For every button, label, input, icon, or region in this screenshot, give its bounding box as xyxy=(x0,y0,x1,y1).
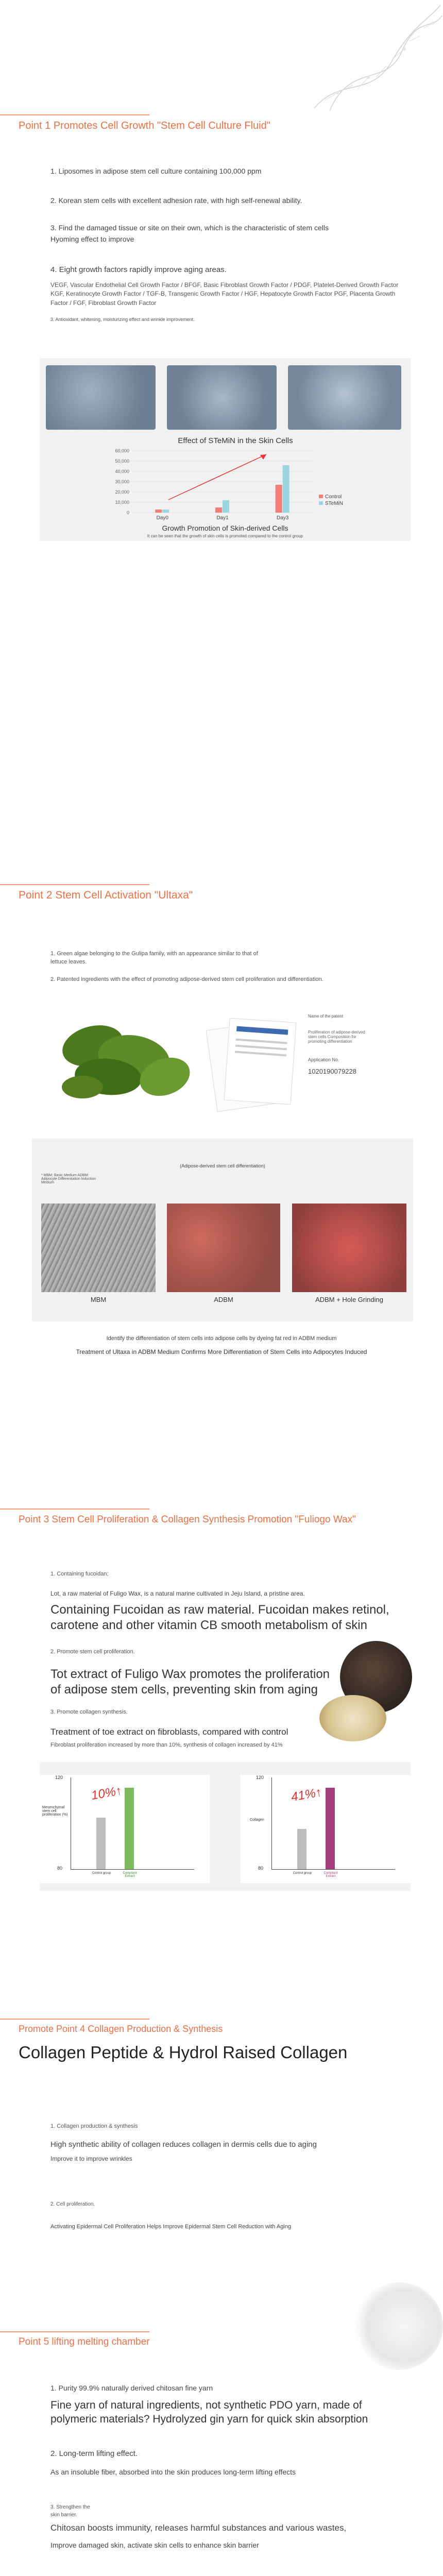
prolif-x-axis xyxy=(71,1869,194,1870)
adbm-photo xyxy=(167,1204,280,1292)
green-algae-image xyxy=(52,1010,201,1108)
collagen-y-axis xyxy=(271,1777,272,1869)
collagen-ylabel: Collagen xyxy=(250,1818,264,1822)
diff-header: (Adipose-derived stem cell differentiation) xyxy=(180,1163,265,1168)
section5-item3-mid: Chitosan boosts immunity, releases harmful substances and various wastes, xyxy=(50,2523,347,2533)
chart-bar-control-day1 xyxy=(215,507,222,513)
section3-rule xyxy=(0,1509,149,1510)
differentiation-panel xyxy=(32,1139,413,1321)
prolif-control-bar xyxy=(96,1818,106,1869)
section1-title: Point 1 Promotes Cell Growth "Stem Cell Culture Fluid" xyxy=(19,120,270,131)
panel-label-adbm-hole: ADBM + Hole Grinding xyxy=(315,1296,383,1303)
dna-helix-illustration xyxy=(309,0,443,113)
cell-photo-day3 xyxy=(288,365,401,430)
chart-bar-stemin-day1 xyxy=(223,500,229,513)
chart-ytick-label: 50,000 xyxy=(115,459,129,464)
chart-xtick-label: Day0 xyxy=(156,515,169,520)
chart-ytick-label: 30,000 xyxy=(115,479,129,484)
legend-swatch-control xyxy=(319,495,323,498)
panel-label-adbm: ADBM xyxy=(214,1296,233,1303)
section1-note: 3. Antioxidant, whitening, moisturizing effect and wrinkle improvement. xyxy=(50,317,195,322)
collagen-label-control: Control group xyxy=(293,1872,312,1875)
section1-item-4: 4. Eight growth factors rapidly improve aging areas. xyxy=(50,265,227,274)
growth-chart-panel xyxy=(40,358,411,541)
prolif-label-control: Control group xyxy=(92,1872,111,1875)
proliferation-charts-panel xyxy=(40,1762,411,1891)
prolif-ylabel: Mesenchymal stem cell proliferation (%) xyxy=(42,1806,68,1817)
prolif-extract-bar xyxy=(125,1788,134,1869)
collagen-x-axis xyxy=(271,1869,395,1870)
adbm-hole-grinding-photo xyxy=(292,1204,406,1292)
section2-rule xyxy=(0,884,149,885)
section3-title: Point 3 Stem Cell Proliferation & Collagen Synthesis Promotion "Fuliogo Wax" xyxy=(19,1514,356,1525)
chart-bar-stemin-day0 xyxy=(162,510,169,513)
section4-item1-sub: Improve it to improve wrinkles xyxy=(50,2155,132,2162)
section2-title: Point 2 Stem Cell Activation "Ultaxa" xyxy=(19,889,193,901)
section1-item-3b: Hyoming effect to improve xyxy=(50,235,134,243)
prolif-chart-bg xyxy=(40,1775,210,1883)
chart-bar-control-day0 xyxy=(155,510,162,513)
section2-item-2: 2. Patented ingredients with the effect of promoting adipose-derived stem cell proliferation and differentiation. xyxy=(50,976,323,982)
section5-item2-text: As an insoluble fiber, absorbed into the skin produces long-term lifting effects xyxy=(50,2468,296,2476)
patent-app-label: Application No. xyxy=(308,1057,339,1062)
section3-item1-label: 1. Containing fucoidan; xyxy=(50,1571,109,1577)
diff-caption-1: Identify the differentiation of stem cells into adipose cells by dyeing fat red in ADBM medium xyxy=(106,1335,337,1342)
cell-photo-day1 xyxy=(167,365,277,430)
section3-item2-big: Tot extract of Fuligo Wax promotes the proliferation of adipose stem cells, preventing skin from aging xyxy=(50,1667,330,1697)
section1-item-2: 2. Korean stem cells with excellent adhesion rate, with high self-renewal ability. xyxy=(50,196,302,205)
section4-item2-text: Activating Epidermal Cell Proliferation Helps Improve Epidermal Stem Cell Reduction with Aging xyxy=(50,2224,292,2230)
patent-name-label: Name of the patent xyxy=(308,1014,344,1019)
stemin-bar-chart xyxy=(96,433,364,520)
section5-item3-label: 3. Strengthen the skin barrier. xyxy=(50,2504,90,2518)
prolif-handwrite: 10%↑ xyxy=(90,1783,123,1803)
collagen-label-extract: Compliant Extract xyxy=(323,1872,338,1878)
collagen-chart-bg xyxy=(241,1775,411,1883)
chart-title: Effect of STeMiN in the Skin Cells xyxy=(178,436,293,445)
chart-ytick-label: 10,000 xyxy=(115,500,129,505)
prolif-top: 120 xyxy=(55,1775,63,1780)
section3-item3-label: 3. Promote collagen synthesis. xyxy=(50,1709,128,1715)
section5-item1-label: 1. Purity 99.9% naturally derived chitosan fine yarn xyxy=(50,2384,213,2392)
section3-item1-text: Lot, a raw material of Fuligo Wax, is a natural marine cultivated in Jeju Island, a pristine area. xyxy=(50,1590,305,1597)
section1-item-1: 1. Liposomes in adipose stem cell culture containing 100,000 ppm xyxy=(50,167,262,175)
mbm-photo xyxy=(41,1204,156,1292)
section5-title: Point 5 lifting melting chamber xyxy=(19,2336,150,2347)
section4-item1-mid: High synthetic ability of collagen reduces collagen in dermis cells due to aging xyxy=(50,2140,317,2149)
chart-subcaption: It can be seen that the growth of skin cells is promoted compared to the control group xyxy=(147,534,303,538)
section4-title: Promote Point 4 Collagen Production & Synthesis xyxy=(19,2024,223,2034)
section5-item2-label: 2. Long-term lifting effect. xyxy=(50,2449,138,2458)
section3-item1-big: Containing Fucoidan as raw material. Fucoidan makes retinol, carotene and other vitamin CB smooth metabolism of skin xyxy=(50,1603,389,1632)
prolif-bottom: 80 xyxy=(57,1866,63,1871)
section5-rule xyxy=(0,2331,149,2332)
chart-xtick-label: Day3 xyxy=(276,515,289,520)
chart-bar-control-day3 xyxy=(276,485,282,513)
panel-label-mbm: MBM xyxy=(90,1296,107,1303)
legend-swatch-stemin xyxy=(319,501,323,505)
section4-item1-label: 1. Collagen production & synthesis xyxy=(50,2123,138,2129)
chart-caption: Growth Promotion of Skin-derived Cells xyxy=(162,524,288,532)
legend-stemin: STeMiN xyxy=(325,501,344,506)
wax-jar-image xyxy=(319,1695,386,1741)
collagen-handwrite: 41%↑ xyxy=(290,1785,323,1805)
prolif-label-extract: Compliant Extract xyxy=(123,1872,137,1878)
section3-item3-mid: Treatment of toe extract on fibroblasts, compared with control xyxy=(50,1727,288,1737)
collagen-control-bar xyxy=(297,1829,306,1869)
legend-control: Control xyxy=(325,494,342,500)
section3-item3-small: Fibroblast proliferation increased by more than 10%, synthesis of collagen increased by 41% xyxy=(50,1742,283,1748)
chart-ytick-label: 0 xyxy=(126,510,129,515)
cell-photo-day0 xyxy=(46,365,156,430)
patent-info xyxy=(308,1014,411,1075)
section1-item-3: 3. Find the damaged tissue or site on their own, which is the characteristic of stem cells xyxy=(50,224,329,232)
chart-ytick-label: 40,000 xyxy=(115,469,129,474)
collagen-bottom: 80 xyxy=(258,1866,264,1871)
section5-item1-big: Fine yarn of natural ingredients, not synthetic PDO yarn, made of polymeric materials? Hydrolyzed gin yarn for quick skin absorption xyxy=(50,2399,368,2426)
section3-item2-label: 2. Promote stem cell proliferation. xyxy=(50,1649,135,1655)
section1-rule xyxy=(0,114,149,115)
diff-caption-2: Treatment of Ultaxa in ADBM Medium Confirms More Differentiation of Stem Cells into Adipocytes Induced xyxy=(76,1348,367,1355)
section5-item3-sub: Improve damaged skin, activate skin cells to enhance skin barrier xyxy=(50,2541,259,2549)
growth-factor-list: VEGF, Vascular Endothelial Cell Growth Factor / BFGF, Basic Fibroblast Growth Factor / PDGF, Platelet-Derived Growth Factor KGF, Keratinocyte Growth Factor / TGF-B, Transgenic Growth Factor / HGF, Hepatocyte Growth Factor PGF, Placenta Growth Factor / FGF, Fibroblast Growth Factor xyxy=(50,281,399,307)
chart-bar-stemin-day3 xyxy=(283,465,289,513)
collagen-extract-bar xyxy=(326,1788,335,1869)
chart-ytick-label: 20,000 xyxy=(115,489,129,495)
patent-document-2 xyxy=(224,1018,297,1105)
patent-name: Proliferation of adipose-derived stem cells Composition for promoting differentiation xyxy=(308,1030,365,1044)
section4-rule xyxy=(0,2019,149,2020)
section2-item-1: 1. Green algae belonging to the Gulipa family, with an appearance similar to that of lettuce leaves. xyxy=(50,951,258,965)
chart-ytick-label: 60,000 xyxy=(115,448,129,453)
diff-tag: * MBM: Basic Medium ADBM: Adipocyte Differentiation Induction Medium xyxy=(41,1174,96,1184)
patent-app-no: 1020190079228 xyxy=(308,1067,356,1075)
section4-item2-label: 2. Cell proliferation. xyxy=(50,2201,95,2207)
collagen-top: 120 xyxy=(256,1775,264,1780)
section4-headline: Collagen Peptide & Hydrol Raised Collagen xyxy=(19,2043,348,2062)
chitosan-fiber-image xyxy=(355,2282,443,2370)
chart-xtick-label: Day1 xyxy=(216,515,229,520)
